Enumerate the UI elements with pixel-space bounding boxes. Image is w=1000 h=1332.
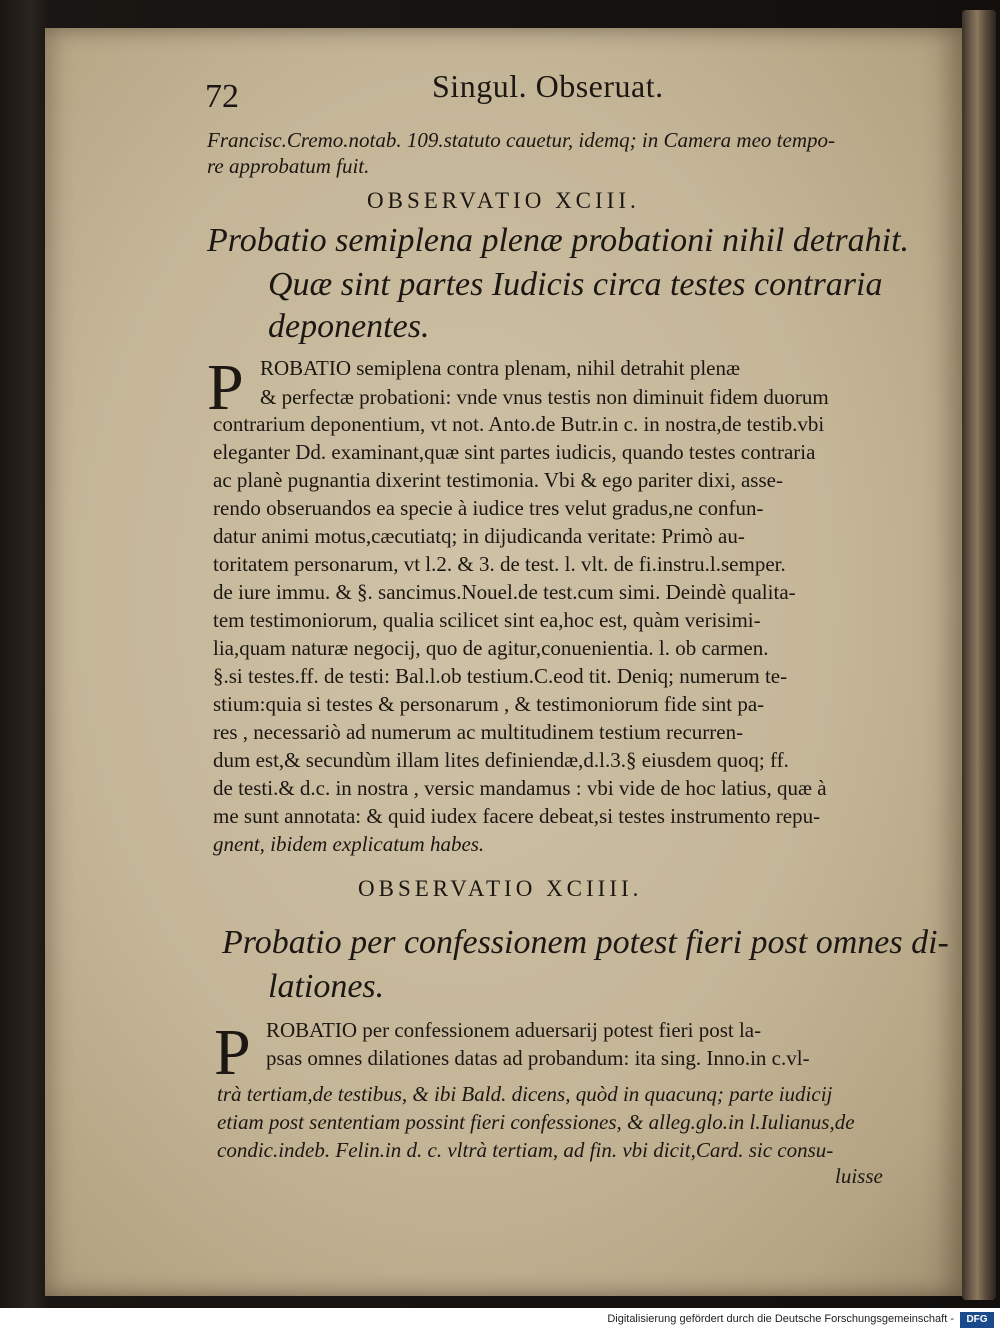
book-edge [962,10,996,1300]
body-line: de iure immu. & §. sancimus.Nouel.de test.cum simi. Deindè qualita- [213,580,796,604]
running-head: Singul. Obseruat. [432,68,664,104]
carry-over-line: Francisc.Cremo.notab. 109.statuto cauetur, idemq; in Camera meo tempo- [207,128,835,152]
body-line: toritatem personarum, vt l.2. & 3. de test. l. vlt. de fi.instru.l.semper. [213,552,786,576]
observation-heading: OBSERVATIO XCIII. [367,188,640,213]
footer-credit: Digitalisierung gefördert durch die Deutsche Forschungsgemeinschaft - [607,1313,954,1325]
observation-title-line: Probatio per confessionem potest fieri post omnes di- [222,924,949,961]
observation-heading: OBSERVATIO XCIIII. [358,876,643,901]
observation-title-line: lationes. [268,968,385,1005]
body-line: trà tertiam,de testibus, & ibi Bald. dicens, quòd in quacunq; parte iudicij [217,1082,833,1106]
body-line: eleganter Dd. examinant,quæ sint partes iudicis, quando testes contraria [213,440,816,464]
observation-title-line: deponentes. [268,308,430,345]
body-line: condic.indeb. Felin.in d. c. vltrà tertiam, ad fin. vbi dicit,Card. sic consu- [217,1138,834,1162]
body-line: ROBATIO semiplena contra plenam, nihil detrahit plenæ [260,356,740,380]
body-line: rendo obseruandos ea specie à iudice tres velut gradus,ne confun- [213,496,764,520]
dfg-logo: DFG [960,1312,994,1328]
body-line: de testi.& d.c. in nostra , versic mandamus : vbi vide de hoc latius, quæ à [213,776,827,800]
catchword: luisse [835,1164,883,1188]
carry-over-line: re approbatum fuit. [207,154,370,178]
body-line: stium:quia si testes & personarum , & testimoniorum fide sint pa- [213,692,765,716]
body-line: lia,quam naturæ negocij, quo de agitur,conuenientia. l. ob carmen. [213,636,769,660]
body-line: psas omnes dilationes datas ad probandum: ita sing. Inno.in c.vl- [266,1046,810,1070]
body-line: datur animi motus,cæcutiatq; in dijudicanda veritate: Primò au- [213,524,745,548]
body-line: me sunt annotata: & quid iudex facere debeat,si testes instrumento repu- [213,804,821,828]
body-line: tem testimoniorum, qualia scilicet sint ea,hoc est, quàm verisimi- [213,608,761,632]
body-line: dum est,& secundùm illam lites definiendæ,d.l.3.§ eiusdem quoq; ff. [213,748,789,772]
body-line: etiam post sententiam possint fieri confessiones, & alleg.glo.in l.Iulianus,de [217,1110,855,1134]
body-line: gnent, ibidem explicatum habes. [213,832,485,856]
body-line: §.si testes.ff. de testi: Bal.l.ob testium.C.eod tit. Deniq; numerum te- [213,664,788,688]
body-line: ac planè pugnantia dixerint testimonia. Vbi & ego pariter dixi, asse- [213,468,783,492]
drop-cap: P [207,351,244,424]
observation-title-line: Quæ sint partes Iudicis circa testes contraria [268,266,883,303]
body-line: ROBATIO per confessionem aduersarij potest fieri post la- [266,1018,762,1042]
body-line: contrarium deponentium, vt not. Anto.de Butr.in c. in nostra,de testib.vbi [213,412,825,436]
body-line: res , necessariò ad numerum ac multitudinem testium recurren- [213,720,744,744]
observation-title-line: Probatio semiplena plenæ probationi nihil detrahit. [207,222,910,259]
drop-cap: P [214,1016,251,1089]
digitization-footer [0,1308,1000,1332]
body-line: & perfectæ probationi: vnde vnus testis non diminuit fidem duorum [260,385,829,409]
page-number: 72 [205,78,239,115]
